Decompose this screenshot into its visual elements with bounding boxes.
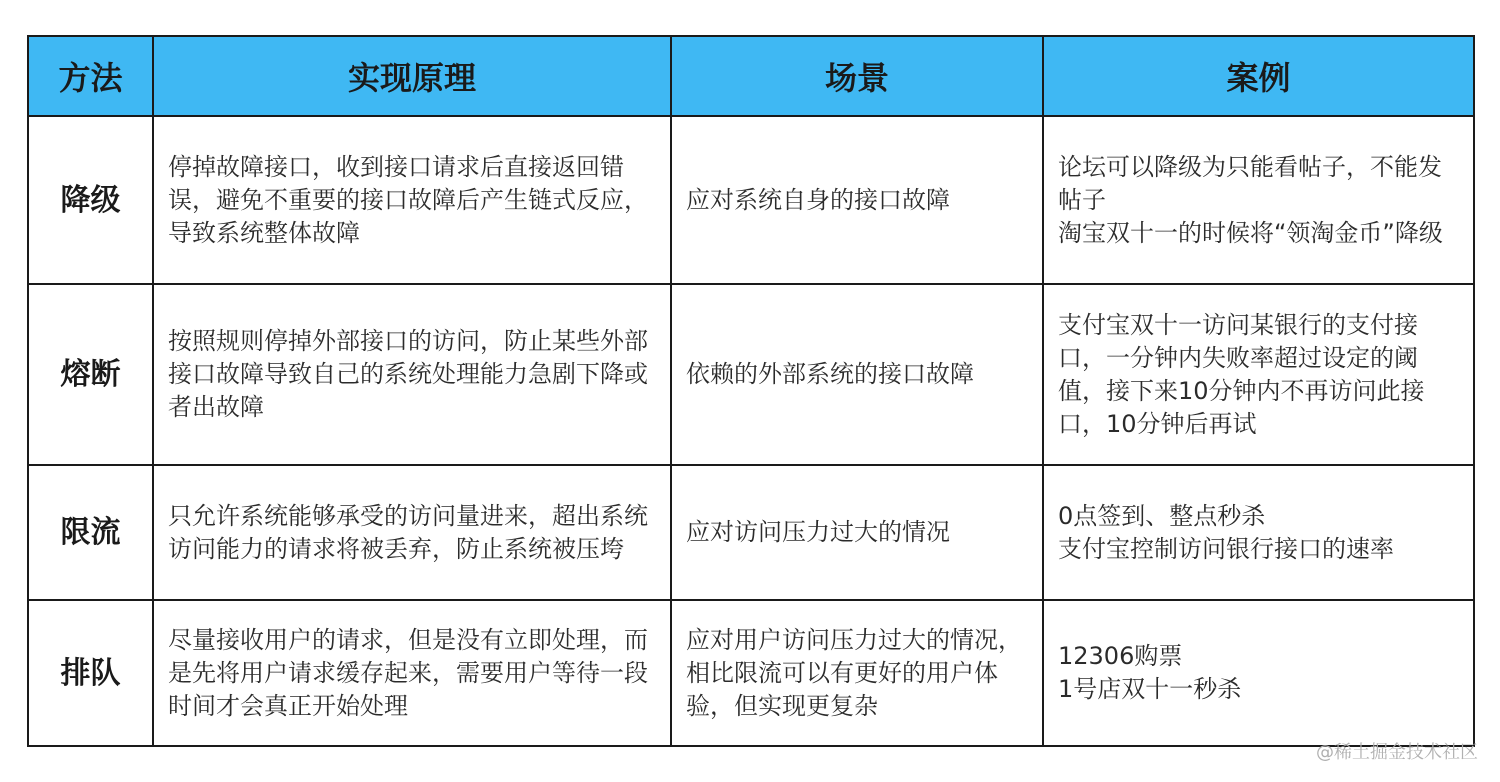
table-row (28, 116, 1474, 284)
principle-cell: 尽量接收用户的请求，但是没有立即处理，而是先将用户请求缓存起来，需要用户等待一段时间才会真正开始处理 (153, 600, 671, 746)
table-row (28, 465, 1474, 600)
method-cell: 限流 (28, 465, 153, 600)
method-cell: 熔断 (28, 284, 153, 465)
scenario-cell: 应对用户访问压力过大的情况，相比限流可以有更好的用户体验，但实现更复杂 (671, 600, 1043, 746)
header-scenario: 场景 (671, 36, 1043, 116)
table-row (28, 284, 1474, 465)
principle-cell: 只允许系统能够承受的访问量进来，超出系统访问能力的请求将被丢弃，防止系统被压垮 (153, 465, 671, 600)
table-row (28, 600, 1474, 746)
header-method: 方法 (28, 36, 153, 116)
case-cell: 支付宝双十一访问某银行的支付接口，一分钟内失败率超过设定的阈值，接下来10分钟内不再访问此接口，10分钟后再试 (1043, 284, 1474, 465)
scenario-cell: 依赖的外部系统的接口故障 (671, 284, 1043, 465)
principle-cell: 按照规则停掉外部接口的访问，防止某些外部接口故障导致自己的系统处理能力急剧下降或者出故障 (153, 284, 671, 465)
method-cell: 降级 (28, 116, 153, 284)
scenario-cell: 应对访问压力过大的情况 (671, 465, 1043, 600)
scenario-cell: 应对系统自身的接口故障 (671, 116, 1043, 284)
header-case: 案例 (1043, 36, 1474, 116)
comparison-table (27, 35, 1475, 747)
header-principle: 实现原理 (153, 36, 671, 116)
watermark: @稀土掘金技术社区 (1316, 742, 1478, 763)
case-cell: 论坛可以降级为只能看帖子，不能发帖子 淘宝双十一的时候将“领淘金币”降级 (1043, 116, 1474, 284)
header-row (28, 36, 1474, 116)
principle-cell: 停掉故障接口，收到接口请求后直接返回错误，避免不重要的接口故障后产生链式反应，导致系统整体故障 (153, 116, 671, 284)
case-cell: 0点签到、整点秒杀 支付宝控制访问银行接口的速率 (1043, 465, 1474, 600)
method-cell: 排队 (28, 600, 153, 746)
case-cell: 12306购票 1号店双十一秒杀 (1043, 600, 1474, 746)
